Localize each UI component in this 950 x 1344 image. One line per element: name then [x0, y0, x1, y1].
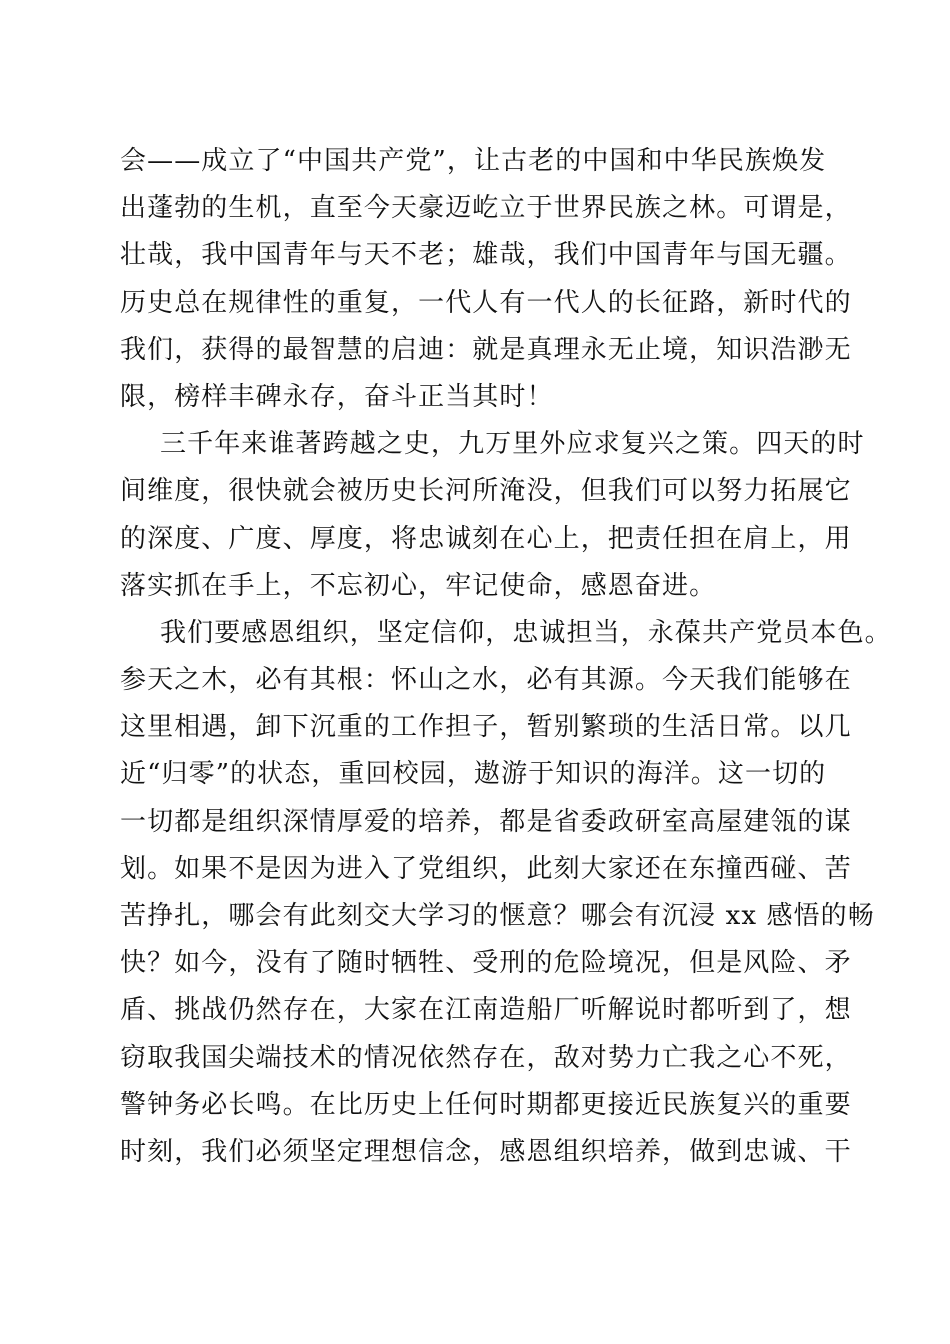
text-line: 警钟务必长鸣。在比历史上任何时期都更接近民族复兴的重要	[120, 1089, 852, 1120]
text-line: 限，榜样丰碑永存，奋斗正当其时！	[120, 381, 554, 412]
text-line: 近“归零”的状态，重回校园，遨游于知识的海洋。这一切的	[120, 759, 827, 790]
text-line: 一切都是组织深情厚爱的培养，都是省委政研室高屋建瓴的谋	[120, 806, 852, 837]
text-line: 这里相遇，卸下沉重的工作担子，暂别繁琐的生活日常。以几	[120, 712, 852, 743]
text-line: 历史总在规律性的重复，一代人有一代人的长征路，新时代的	[120, 287, 852, 318]
text-line: 苦挣扎，哪会有此刻交大学习的惬意？哪会有沉浸 xx 感悟的畅	[120, 901, 875, 931]
text-line: 划。如果不是因为进入了党组织，此刻大家还在东撞西碰、苦	[120, 853, 852, 884]
paragraph-start-line: 三千年来谁著跨越之史，九万里外应求复兴之策。四天的时	[160, 429, 865, 460]
text-line: 时刻，我们必须坚定理想信念，感恩组织培养，做到忠诚、干	[120, 1136, 852, 1167]
text-line: 的深度、广度、厚度，将忠诚刻在心上，把责任担在肩上，用	[120, 523, 852, 554]
text-line: 我们，获得的最智慧的启迪：就是真理永无止境，知识浩渺无	[120, 334, 852, 365]
text-line: 快？如今，没有了随时牺牲、受刑的危险境况，但是风险、矛	[120, 948, 852, 979]
text-line: 落实抓在手上，不忘初心，牢记使命，感恩奋进。	[120, 570, 717, 601]
text-line: 盾、挑战仍然存在，大家在江南造船厂听解说时都听到了，想	[120, 995, 852, 1026]
text-line: 出蓬勃的生机，直至今天豪迈屹立于世界民族之林。可谓是，	[120, 193, 852, 224]
body-text	[120, 138, 892, 1176]
text-line: 壮哉，我中国青年与天不老；雄哉，我们中国青年与国无疆。	[120, 240, 852, 271]
text-line: 间维度，很快就会被历史长河所淹没，但我们可以努力拓展它	[120, 476, 852, 507]
text-line: 参天之木，必有其根：怀山之水，必有其源。今天我们能够在	[120, 665, 852, 696]
text-line: 窃取我国尖端技术的情况依然存在，敌对势力亡我之心不死，	[120, 1042, 852, 1073]
text-line: 会——成立了“中国共产党”，让古老的中国和中华民族焕发	[120, 146, 827, 176]
paragraph-start-line: 我们要感恩组织，坚定信仰，忠诚担当，永葆共产党员本色。	[160, 617, 892, 648]
